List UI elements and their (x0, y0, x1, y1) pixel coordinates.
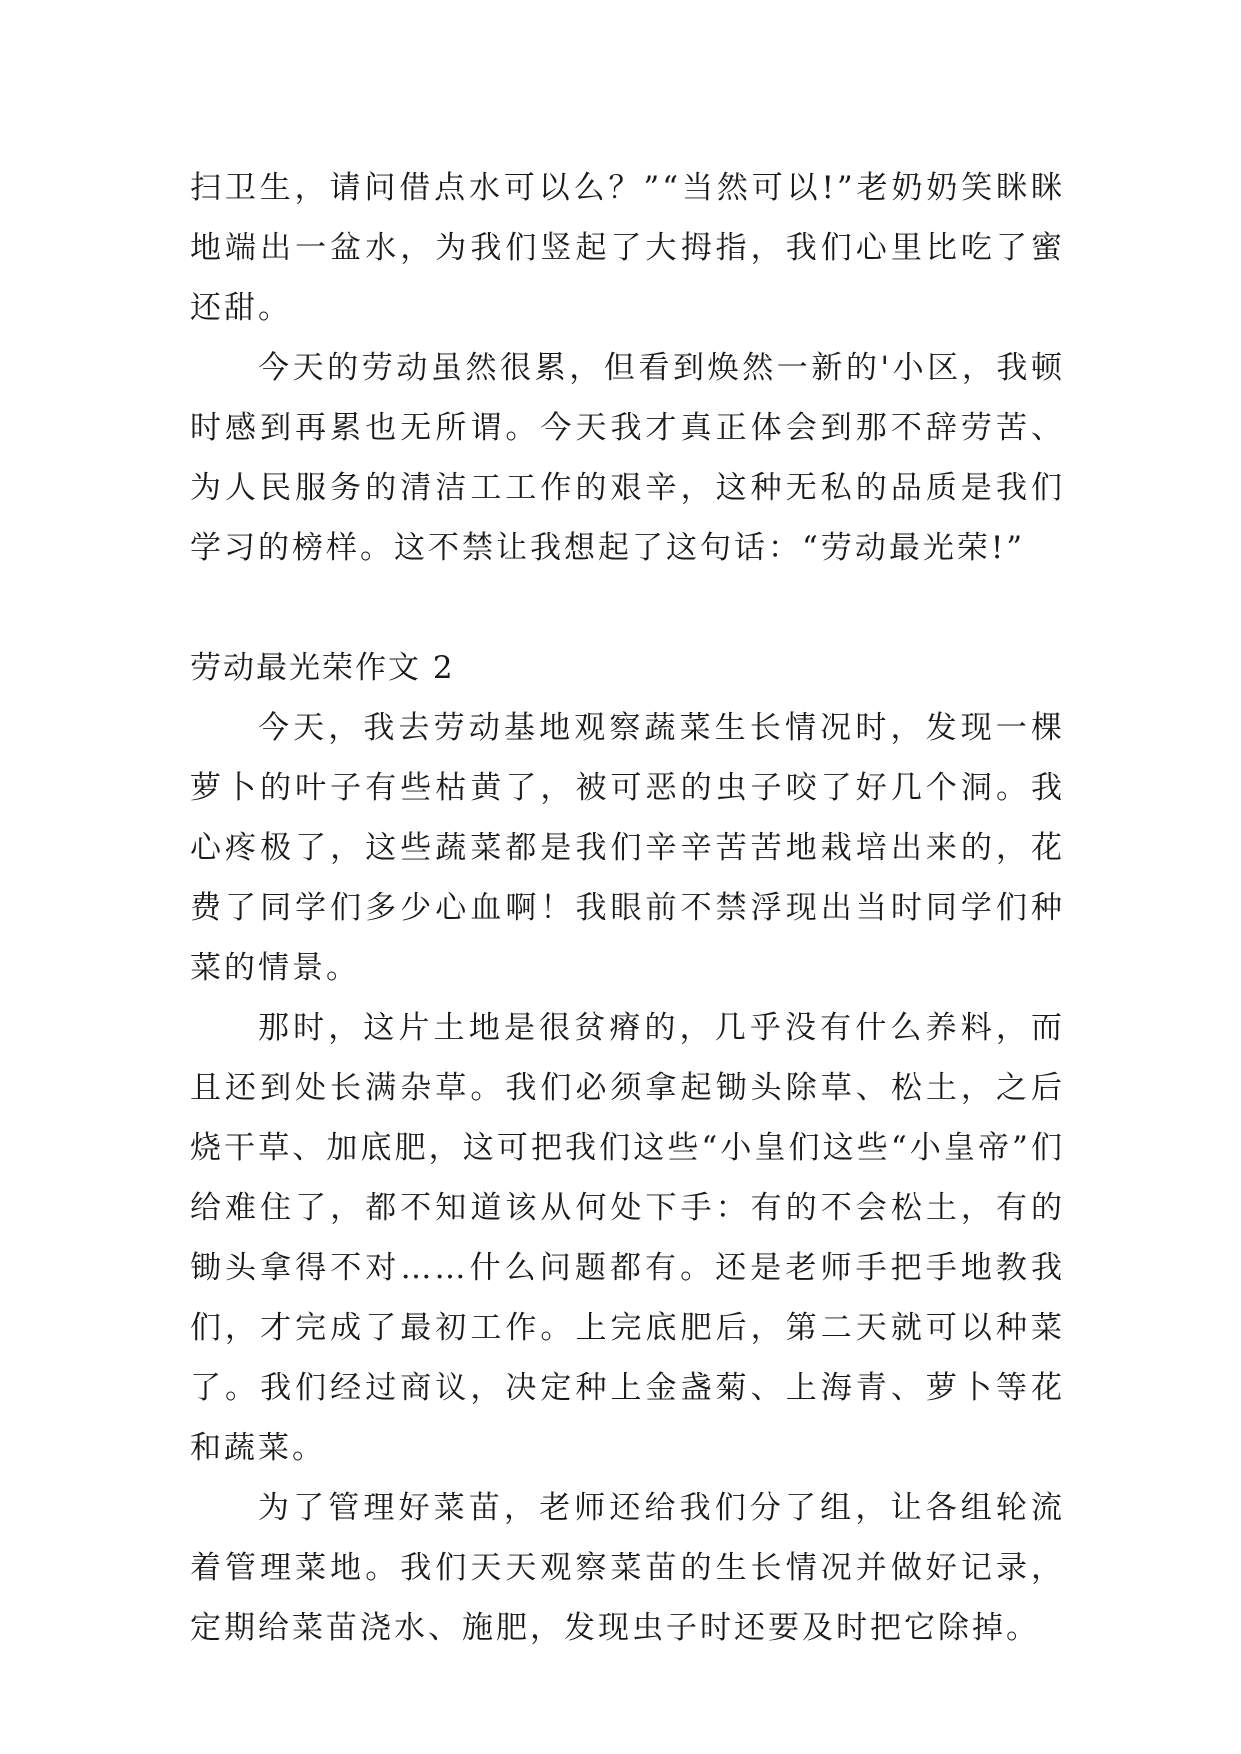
paragraph: 那时，这片土地是很贫瘠的，几乎没有什么养料，而且还到处长满杂草。我们必须拿起锄头除草、松土，之后烧干草、加底肥，这可把我们这些“小皇们这些“小皇帝”们给难住了，都不知道该从何处下手：有的不会松土，有的锄头拿得不对……什么问题都有。还是老师手把手地教我们，才完成了最初工作。上完底肥后，第二天就可以种菜了。我们经过商议，决定种上金盏菊、上海青、萝卜等花和蔬菜。 (190, 1010, 1065, 1466)
paragraph: 今天，我去劳动基地观察蔬菜生长情况时，发现一棵萝卜的叶子有些枯黄了，被可恶的虫子咬了好几个洞。我心疼极了，这些蔬菜都是我们辛辛苦苦地栽培出来的，花费了同学们多少心血啊！我眼前不禁浮现出当时同学们种菜的情景。 (190, 710, 1065, 986)
paragraph-continued: 扫卫生，请问借点水可以么？”“当然可以!”老奶奶笑眯眯地端出一盆水，为我们竖起了大拇指，我们心里比吃了蜜还甜。 (190, 170, 1065, 326)
document-body (190, 158, 1065, 1658)
paragraph-reflection: 今天的劳动虽然很累，但看到焕然一新的'小区，我顿时感到再累也无所谓。今天我才真正体会到那不辞劳苦、为人民服务的清洁工工作的艰辛，这种无私的品质是我们学习的榜样。这不禁让我想起了这句话：“劳动最光荣!” (190, 350, 1065, 566)
paragraph: 为了管理好菜苗，老师还给我们分了组，让各组轮流着管理菜地。我们天天观察菜苗的生长情况并做好记录，定期给菜苗浇水、施肥，发现虫子时还要及时把它除掉。 (190, 1490, 1065, 1646)
essay-heading: 劳动最光荣作文 2 (190, 650, 455, 686)
